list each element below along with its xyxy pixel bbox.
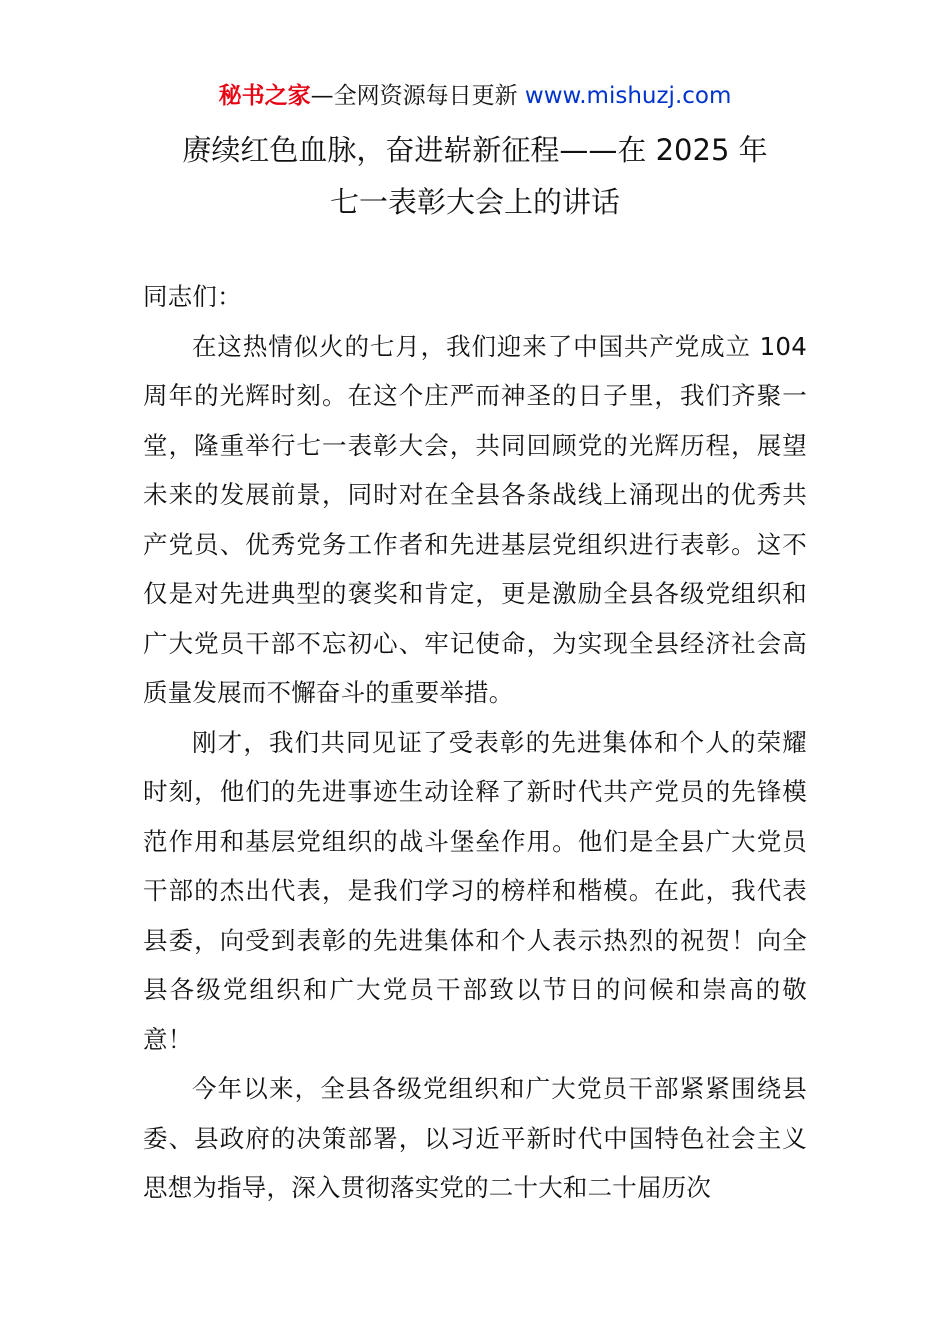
greeting: 同志们： xyxy=(143,282,242,311)
title-line-1: 赓续红色血脉，奋进崭新征程——在 2025 年 xyxy=(182,133,768,167)
paragraph: 今年以来，全县各级党组织和广大党员干部紧紧围绕县委、县政府的决策部署，以习近平新时代中国特色社会主义思想为指导，深入贯彻落实党的二十大和二十届历次 xyxy=(143,1074,807,1202)
site-brand: 秘书之家 xyxy=(218,83,311,109)
paragraph: 刚才，我们共同见证了受表彰的先进集体和个人的荣耀时刻，他们的先进事迹生动诠释了新时代共产党员的先锋模范作用和基层党组织的战斗堡垒作用。他们是全县广大党员干部的杰出代表，是我们学习的榜样和楷模。在此，我代表县委，向受到表彰的先进集体和个人表示热烈的祝贺！向全县各级党组织和广大党员干部致以节日的问候和崇高的敬意！ xyxy=(143,727,807,1054)
site-header xyxy=(0,80,950,112)
site-tagline: —全网资源每日更新 xyxy=(310,83,525,109)
site-url-link[interactable]: www.mishuzj.com xyxy=(524,83,732,109)
paragraph: 在这热情似火的七月，我们迎来了中国共产党成立 104 周年的光辉时刻。在这个庄严而神圣的日子里，我们齐聚一堂，隆重举行七一表彰大会，共同回顾党的光辉历程，展望未来的发展前景，同时对在全县各条战线上涌现出的优秀共产党员、优秀党务工作者和先进基层党组织进行表彰。这不仅是对先进典型的褒奖和肯定，更是激励全县各级党组织和广大党员干部不忘初心、牢记使命，为实现全县经济社会高质量发展而不懈奋斗的重要举措。 xyxy=(143,331,807,707)
document-title xyxy=(100,124,850,228)
document-body xyxy=(143,272,807,1213)
title-line-2: 七一表彰大会上的讲话 xyxy=(329,185,620,219)
